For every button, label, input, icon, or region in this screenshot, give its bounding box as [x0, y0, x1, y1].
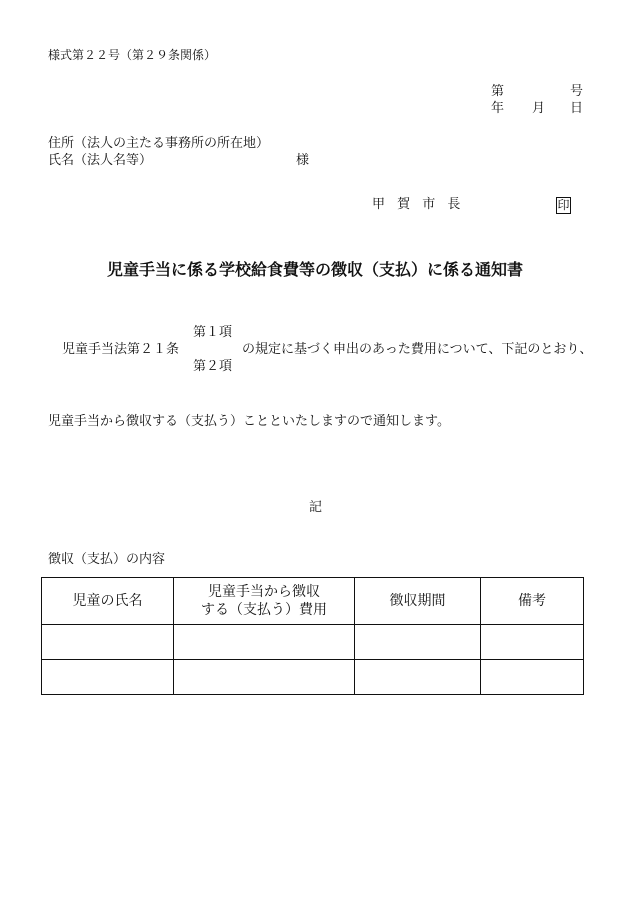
table-cell — [174, 625, 355, 660]
header-amount-line1: 児童手当から徴収 — [208, 584, 320, 600]
table-cell — [481, 625, 584, 660]
header-child-name: 児童の氏名 — [42, 578, 174, 625]
doc-number-prefix: 第 — [491, 84, 505, 99]
document-title: 児童手当に係る学校給食費等の徴収（支払）に係る通知書 — [106, 260, 523, 279]
table-cell — [42, 660, 174, 695]
table-cell — [42, 625, 174, 660]
date-day: 日 — [570, 101, 584, 116]
seal-mark: 印 — [557, 198, 570, 212]
form-number: 様式第２２号（第２９条関係） — [48, 48, 217, 62]
doc-number-suffix: 号 — [570, 84, 584, 99]
table-cell — [355, 660, 481, 695]
content-table — [41, 577, 584, 695]
body-text-line2: 児童手当から徴収する（支払う）ことといたしますので通知します。 — [48, 414, 450, 429]
table-row — [42, 660, 584, 695]
body-text-line1: の規定に基づく申出のあった費用について、下記のとおり、 — [242, 342, 593, 357]
table-row — [42, 625, 584, 660]
date-year: 年 — [491, 101, 505, 116]
ki-heading: 記 — [309, 500, 323, 515]
clause-2: 第２項 — [193, 359, 233, 374]
header-remarks: 備考 — [481, 578, 584, 625]
recipient-name-label: 氏名（法人名等） — [48, 153, 153, 168]
header-period: 徴収期間 — [355, 578, 481, 625]
table-cell — [174, 660, 355, 695]
table-cell — [481, 660, 584, 695]
header-amount — [174, 578, 355, 625]
date-month: 月 — [532, 101, 546, 116]
section-label: 徴収（支払）の内容 — [48, 552, 166, 567]
sender-title: 甲 賀 市 長 — [372, 197, 465, 212]
clause-1: 第１項 — [193, 325, 233, 340]
recipient-honorific: 様 — [296, 153, 310, 168]
recipient-address-label: 住所（法人の主たる事務所の所在地） — [48, 136, 270, 151]
table-cell — [355, 625, 481, 660]
header-amount-line2: する（支払う）費用 — [201, 602, 327, 618]
law-reference: 児童手当法第２１条 — [62, 342, 180, 357]
table-header-row — [42, 578, 584, 625]
